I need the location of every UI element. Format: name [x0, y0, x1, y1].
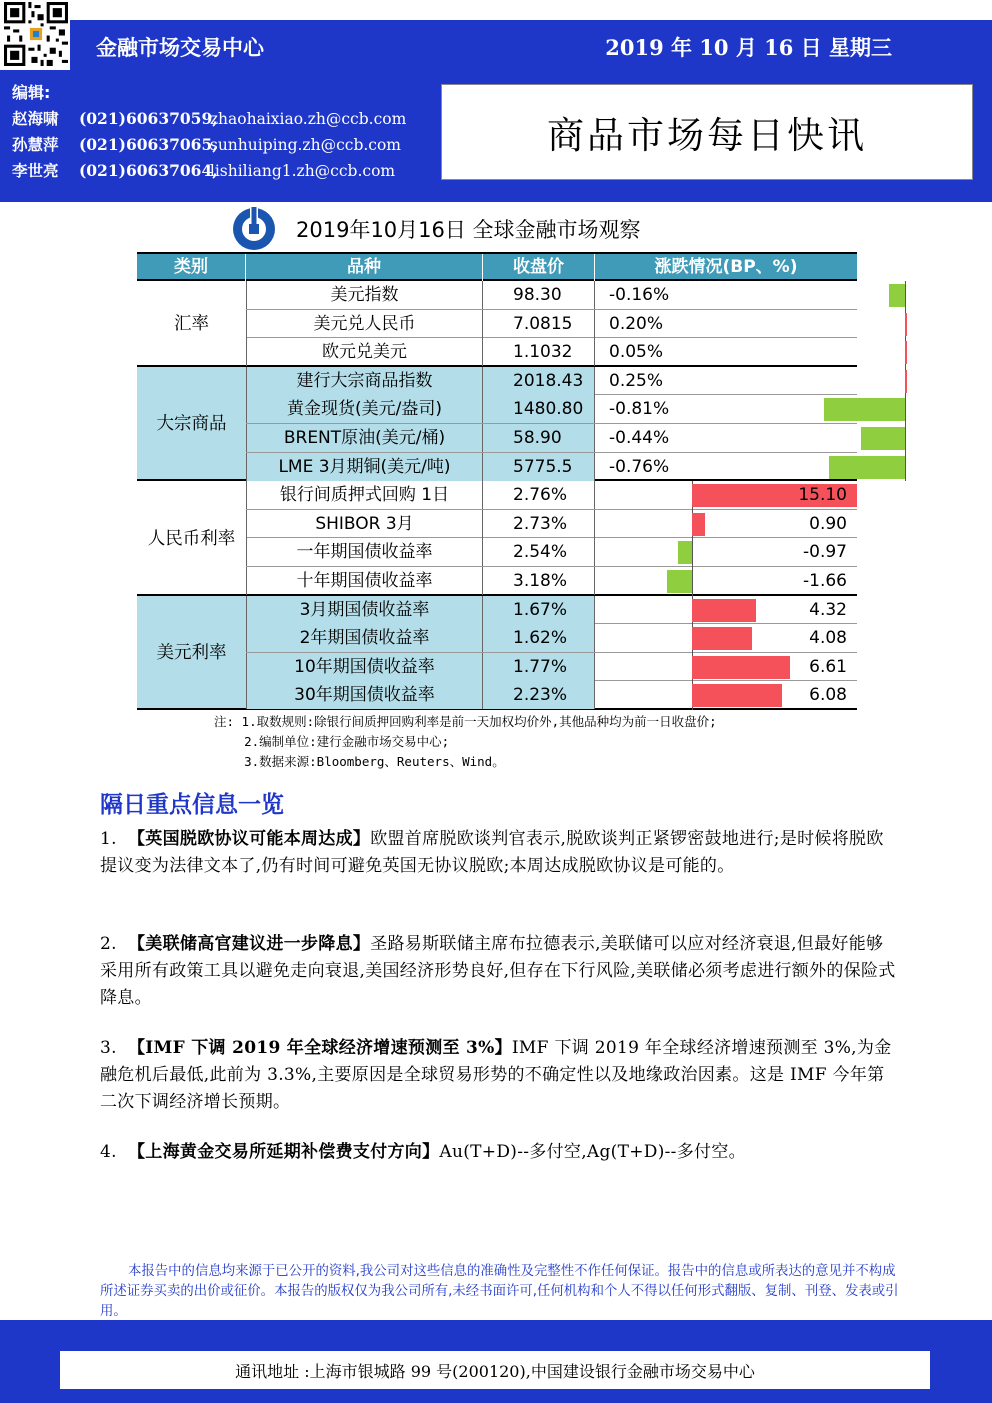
instrument-name: 欧元兑美元: [246, 338, 483, 366]
change-value: -0.97: [803, 542, 847, 563]
change-cell: [595, 338, 857, 366]
change-cell: [595, 624, 857, 652]
table-row: [246, 681, 857, 710]
table-row: [246, 424, 857, 453]
market-title: 2019年10月16日 全球金融市场观察: [296, 218, 641, 242]
editor-email[interactable]: sunhuiping.zh@ccb.com: [209, 136, 401, 154]
instrument-name: 30年期国债收益率: [246, 681, 483, 709]
news-item: [100, 931, 900, 1012]
close-price: 7.0815: [483, 310, 595, 338]
change-cell: [595, 281, 857, 309]
change-bar: [905, 341, 907, 364]
news-number: 4.: [100, 1142, 117, 1162]
change-cell: [595, 395, 857, 423]
category-cell: 大宗商品: [137, 367, 246, 481]
note-line: 2.编制单位:建行金融市场交易中心;: [214, 734, 450, 749]
table-row: [246, 453, 857, 482]
close-price: 5775.5: [483, 453, 595, 481]
change-cell: [595, 567, 857, 595]
change-value: 6.61: [809, 656, 847, 677]
close-price: 1.62%: [483, 624, 595, 652]
category-cell: 美元利率: [137, 596, 246, 710]
instrument-name: 黄金现货(美元/盎司): [246, 395, 483, 423]
editor-name: 孙慧萍: [12, 136, 59, 154]
key-info-heading: 隔日重点信息一览: [100, 792, 284, 818]
table-row: [246, 624, 857, 653]
close-price: 2.76%: [483, 481, 595, 509]
editor-email[interactable]: zhaohaixiao.zh@ccb.com: [209, 110, 407, 128]
table-row: [246, 338, 857, 367]
footer-box: [60, 1351, 930, 1389]
change-bar: [678, 541, 692, 564]
instrument-name: 银行间质押式回购 1日: [246, 481, 483, 509]
change-value: 0.25%: [609, 370, 664, 391]
instrument-name: 一年期国债收益率: [246, 538, 483, 566]
table-row: [246, 395, 857, 424]
change-bar: [829, 456, 905, 479]
news-body: Au(T+D)--多付空,Ag(T+D)--多付空。: [439, 1142, 746, 1162]
table-row: [246, 567, 857, 596]
org-name: 金融市场交易中心: [96, 36, 264, 60]
change-cell: [595, 367, 857, 395]
news-body: IMF 下调 2019 年全球经济增速预测至 3%,为金融危机后最低,此前为 3.3%,主要原因是全球贸易形势的不确定性以及地缘政治因素。这是 IMF 今年第二次下调经济增长预期。: [100, 1038, 892, 1112]
change-bar: [824, 398, 905, 421]
change-cell: [595, 596, 857, 624]
editor-row: [12, 159, 395, 181]
report-title: 商品市场每日快讯: [547, 114, 867, 157]
change-value: 15.10: [798, 485, 847, 506]
change-bar: [692, 513, 705, 536]
change-cell: [595, 510, 857, 538]
editor-phone: (021)60637059,: [78, 109, 218, 128]
instrument-name: 3月期国债收益率: [246, 596, 483, 624]
change-cell: [595, 653, 857, 681]
column-header: 收盘价: [483, 254, 595, 281]
disclaimer: 本报告中的信息均来源于已公开的资料,我公司对这些信息的准确性及完整性不作任何保证。报告中的信息或所表达的意见并不构成所述证券买卖的出价或征价。本报告的版权仅为我公司所有,未经书面许可,任何机构和个人不得以任何形式翻版、复制、刊登、发表或引用。: [100, 1264, 899, 1319]
editor-row: [12, 133, 401, 155]
table-notes: [214, 712, 717, 772]
editor-name: 李世亮: [12, 162, 59, 180]
category-cell: 人民币利率: [137, 481, 246, 595]
instrument-name: SHIBOR 3月: [246, 510, 483, 538]
change-cell: [595, 538, 857, 566]
change-bar: [905, 313, 907, 336]
editor-row: [12, 107, 406, 129]
news-headline: 【上海黄金交易所延期补偿费支付方向】: [128, 1142, 440, 1162]
note-line: 注: 1.取数规则:除银行间质押回购利率是前一天加权均价外,其他品种均为前一日收盘价;: [214, 714, 717, 729]
table-row: [246, 538, 857, 567]
column-header: 涨跌情况(BP、%): [654, 257, 798, 277]
news-number: 2.: [100, 934, 117, 954]
table-row: [246, 367, 857, 396]
editor-label: 编辑:: [12, 83, 51, 102]
close-price: 2.73%: [483, 510, 595, 538]
news-item: [100, 826, 900, 880]
close-price: 1.77%: [483, 653, 595, 681]
instrument-name: BRENT原油(美元/桶): [246, 424, 483, 452]
note-line: 3.数据来源:Bloomberg、Reuters、Wind。: [214, 754, 505, 769]
category-cell: 汇率: [137, 281, 246, 367]
close-price: 1.1032: [483, 338, 595, 366]
close-price: 58.90: [483, 424, 595, 452]
news-item: [100, 1139, 900, 1166]
change-value: 0.90: [809, 513, 847, 534]
table-header: [137, 252, 857, 281]
close-price: 1480.80: [483, 395, 595, 423]
change-cell: [595, 424, 857, 452]
news-number: 3.: [100, 1038, 117, 1058]
change-bar: [692, 599, 756, 622]
instrument-name: 十年期国债收益率: [246, 567, 483, 595]
change-bar: [692, 684, 782, 707]
footer-address: 通讯地址 :上海市银城路 99 号(200120),中国建设银行金融市场交易中心: [235, 1361, 755, 1381]
editor-email[interactable]: lishiliang1.zh@ccb.com: [209, 162, 396, 180]
table-row: [246, 481, 857, 510]
market-title-row: [232, 207, 641, 251]
change-bar: [861, 427, 905, 450]
news-body: 圣路易斯联储主席布拉德表示,美联储可以应对经济衰退,但最好能够采用所有政策工具以避免走向衰退,美国经济形势良好,但存在下行风险,美联储必须考虑进行额外的保险式降息。: [100, 934, 896, 1008]
news-number: 1.: [100, 829, 117, 849]
change-value: -0.44%: [609, 428, 670, 448]
table-row: [246, 510, 857, 539]
close-price: 1.67%: [483, 596, 595, 624]
change-cell: [595, 481, 857, 509]
editor-phone: (021)60637064,: [78, 161, 218, 180]
news-item: [100, 1035, 900, 1116]
editor-phone: (021)60637065,: [78, 135, 218, 154]
close-price: 98.30: [483, 281, 595, 309]
change-cell: [595, 681, 857, 709]
editor-name: 赵海啸: [12, 110, 59, 128]
change-value: -1.66: [803, 571, 847, 591]
change-value: -0.16%: [609, 285, 670, 305]
change-bar: [889, 284, 905, 307]
instrument-name: 10年期国债收益率: [246, 653, 483, 681]
change-value: 4.08: [809, 628, 847, 649]
change-value: -0.81%: [609, 399, 670, 420]
news-headline: 【IMF 下调 2019 年全球经济增速预测至 3%】: [128, 1038, 512, 1058]
close-price: 2018.43: [483, 367, 595, 395]
change-bar: [905, 370, 907, 393]
instrument-name: 2年期国债收益率: [246, 624, 483, 652]
news-headline: 【英国脱欧协议可能本周达成】: [128, 829, 371, 849]
table-row: [246, 653, 857, 682]
close-price: 2.23%: [483, 681, 595, 709]
qr-code-icon: [4, 2, 68, 66]
change-bar: [667, 570, 692, 593]
news-headline: 【美联储高官建议进一步降息】: [128, 934, 371, 954]
top-bar: [0, 0, 992, 70]
news-body: 欧盟首席脱欧谈判官表示,脱欧谈判正紧锣密鼓地进行;是时候将脱欧提议变为法律文本了,仍有时间可避免英国无协议脱欧;本周达成脱欧协议是可能的。: [100, 829, 884, 876]
instrument-name: 美元兑人民币: [246, 310, 483, 338]
change-value: -0.76%: [609, 456, 670, 477]
instrument-name: 建行大宗商品指数: [246, 367, 483, 395]
instrument-name: 美元指数: [246, 281, 483, 309]
change-value: 6.08: [809, 685, 847, 706]
change-bar: [692, 656, 790, 679]
close-price: 3.18%: [483, 567, 595, 595]
report-title-box: [441, 84, 973, 180]
change-value: 0.20%: [609, 313, 664, 334]
instrument-name: LME 3月期铜(美元/吨): [246, 453, 483, 481]
table-row: [246, 310, 857, 339]
change-cell: [595, 310, 857, 338]
report-date: 2019 年 10 月 16 日 星期三: [605, 35, 892, 60]
column-header: 类别: [137, 254, 246, 281]
table-row: [246, 281, 857, 310]
table-row: [246, 596, 857, 625]
change-cell: [595, 453, 857, 481]
ccb-logo-icon: [232, 207, 276, 251]
close-price: 2.54%: [483, 538, 595, 566]
change-value: 4.32: [809, 599, 847, 620]
change-value: 0.05%: [609, 342, 664, 363]
column-header: 品种: [246, 254, 483, 281]
change-bar: [692, 627, 752, 650]
